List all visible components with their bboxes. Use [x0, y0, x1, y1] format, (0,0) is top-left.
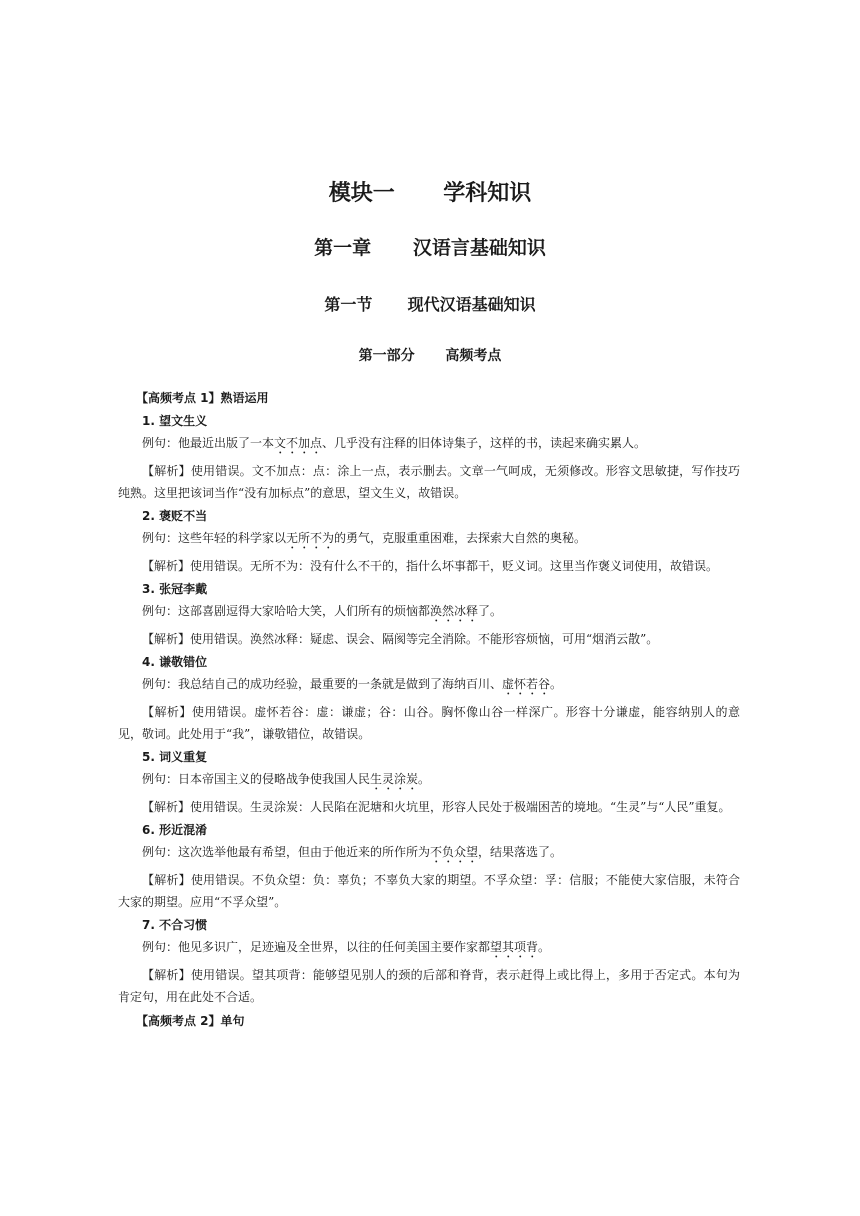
item-heading: 6. 形近混淆	[142, 823, 208, 837]
module-number: 模块一	[328, 181, 395, 206]
list-item	[118, 819, 740, 913]
item-heading: 2. 褒贬不当	[142, 509, 208, 523]
list-item	[118, 651, 740, 745]
list-item	[118, 505, 740, 577]
example-sentence: 例句：他最近出版了一本文不加点、几乎没有注释的旧体诗集子，这样的书，读起来确实累人。	[142, 436, 647, 450]
emphasized-idiom: 文不加点	[274, 436, 323, 450]
part-title	[0, 345, 860, 365]
list-item	[118, 914, 740, 1008]
section-number: 第一节	[324, 295, 373, 314]
analysis-text: 【解析】使用错误。生灵涂炭：人民陷在泥塘和火坑里，形容人民处于极端困苦的境地。“生灵”与“人民”重复。	[142, 800, 731, 814]
example-sentence: 例句：我总结自己的成功经验，最重要的一条就是做到了海纳百川、虚怀若谷。	[142, 677, 563, 691]
item-heading: 7. 不合习惯	[142, 918, 208, 932]
example-sentence: 例句：这些年轻的科学家以无所不为的勇气，克服重重困难，去探索大自然的奥秘。	[142, 531, 587, 545]
analysis-text: 【解析】使用错误。文不加点：点：涂上一点，表示删去。文章一气呵成，无须修改。形容文思敏捷，写作技巧纯熟。这里把该词当作“没有加标点”的意思，望文生义，故错误。	[118, 464, 740, 500]
example-sentence: 例句：这部喜剧逗得大家哈哈大笑，人们所有的烦恼都涣然冰释了。	[142, 604, 503, 618]
item-heading: 3. 张冠李戴	[142, 582, 208, 596]
example-sentence: 例句：他见多识广，足迹遍及全世界，以往的任何美国主要作家都望其项背。	[142, 940, 551, 954]
item-heading: 5. 词义重复	[142, 750, 208, 764]
module-title	[0, 176, 860, 207]
emphasized-idiom: 不负众望	[430, 845, 479, 859]
analysis-text: 【解析】使用错误。无所不为：没有什么不干的，指什么坏事都干，贬义词。这里当作褒义词使用，故错误。	[142, 559, 719, 573]
item-heading: 4. 谦敬错位	[142, 655, 208, 669]
part-name: 高频考点	[445, 348, 502, 364]
analysis-text: 【解析】使用错误。涣然冰释：疑虑、误会、隔阂等完全消除。不能形容烦恼，可用“烟消云散”。	[142, 632, 659, 646]
example-sentence: 例句：日本帝国主义的侵略战争使我国人民生灵涂炭。	[142, 772, 431, 786]
chapter-number: 第一章	[314, 237, 372, 259]
emphasized-idiom: 虚怀若谷	[502, 677, 551, 691]
item-heading: 1. 望文生义	[142, 414, 208, 428]
analysis-text: 【解析】使用错误。虚怀若谷：虚：谦虚；谷：山谷。胸怀像山谷一样深广。形容十分谦虚，能容纳别人的意见，敬词。此处用于“我”，谦敬错位，故错误。	[118, 705, 740, 741]
emphasized-idiom: 涣然冰释	[430, 604, 479, 618]
analysis-text: 【解析】使用错误。不负众望：负：辜负；不辜负大家的期望。不孚众望：孚：信服；不能使大家信服，未符合大家的期望。应用“不孚众望”。	[118, 873, 740, 909]
section-name: 现代汉语基础知识	[407, 295, 536, 314]
list-item	[118, 746, 740, 818]
chapter-title	[0, 233, 860, 260]
part-number: 第一部分	[358, 348, 415, 364]
list-item	[118, 410, 740, 504]
key-point-heading: 【高频考点 1】熟语运用	[136, 391, 269, 405]
section-title	[0, 292, 860, 315]
emphasized-idiom: 望其项背	[490, 940, 539, 954]
example-sentence: 例句：这次选举他最有希望，但由于他近来的所作所为不负众望，结果落选了。	[142, 845, 563, 859]
key-point-heading: 【高频考点 2】单句	[136, 1014, 245, 1028]
content-body	[118, 385, 740, 1032]
emphasized-idiom: 无所不为	[286, 531, 335, 545]
module-name: 学科知识	[443, 181, 532, 206]
chapter-name: 汉语言基础知识	[412, 237, 546, 259]
list-item	[118, 578, 740, 650]
emphasized-idiom: 生灵涂炭	[370, 772, 419, 786]
analysis-text: 【解析】使用错误。望其项背：能够望见别人的颈的后部和脊背，表示赶得上或比得上，多用于否定式。本句为肯定句，用在此处不合适。	[118, 968, 740, 1004]
